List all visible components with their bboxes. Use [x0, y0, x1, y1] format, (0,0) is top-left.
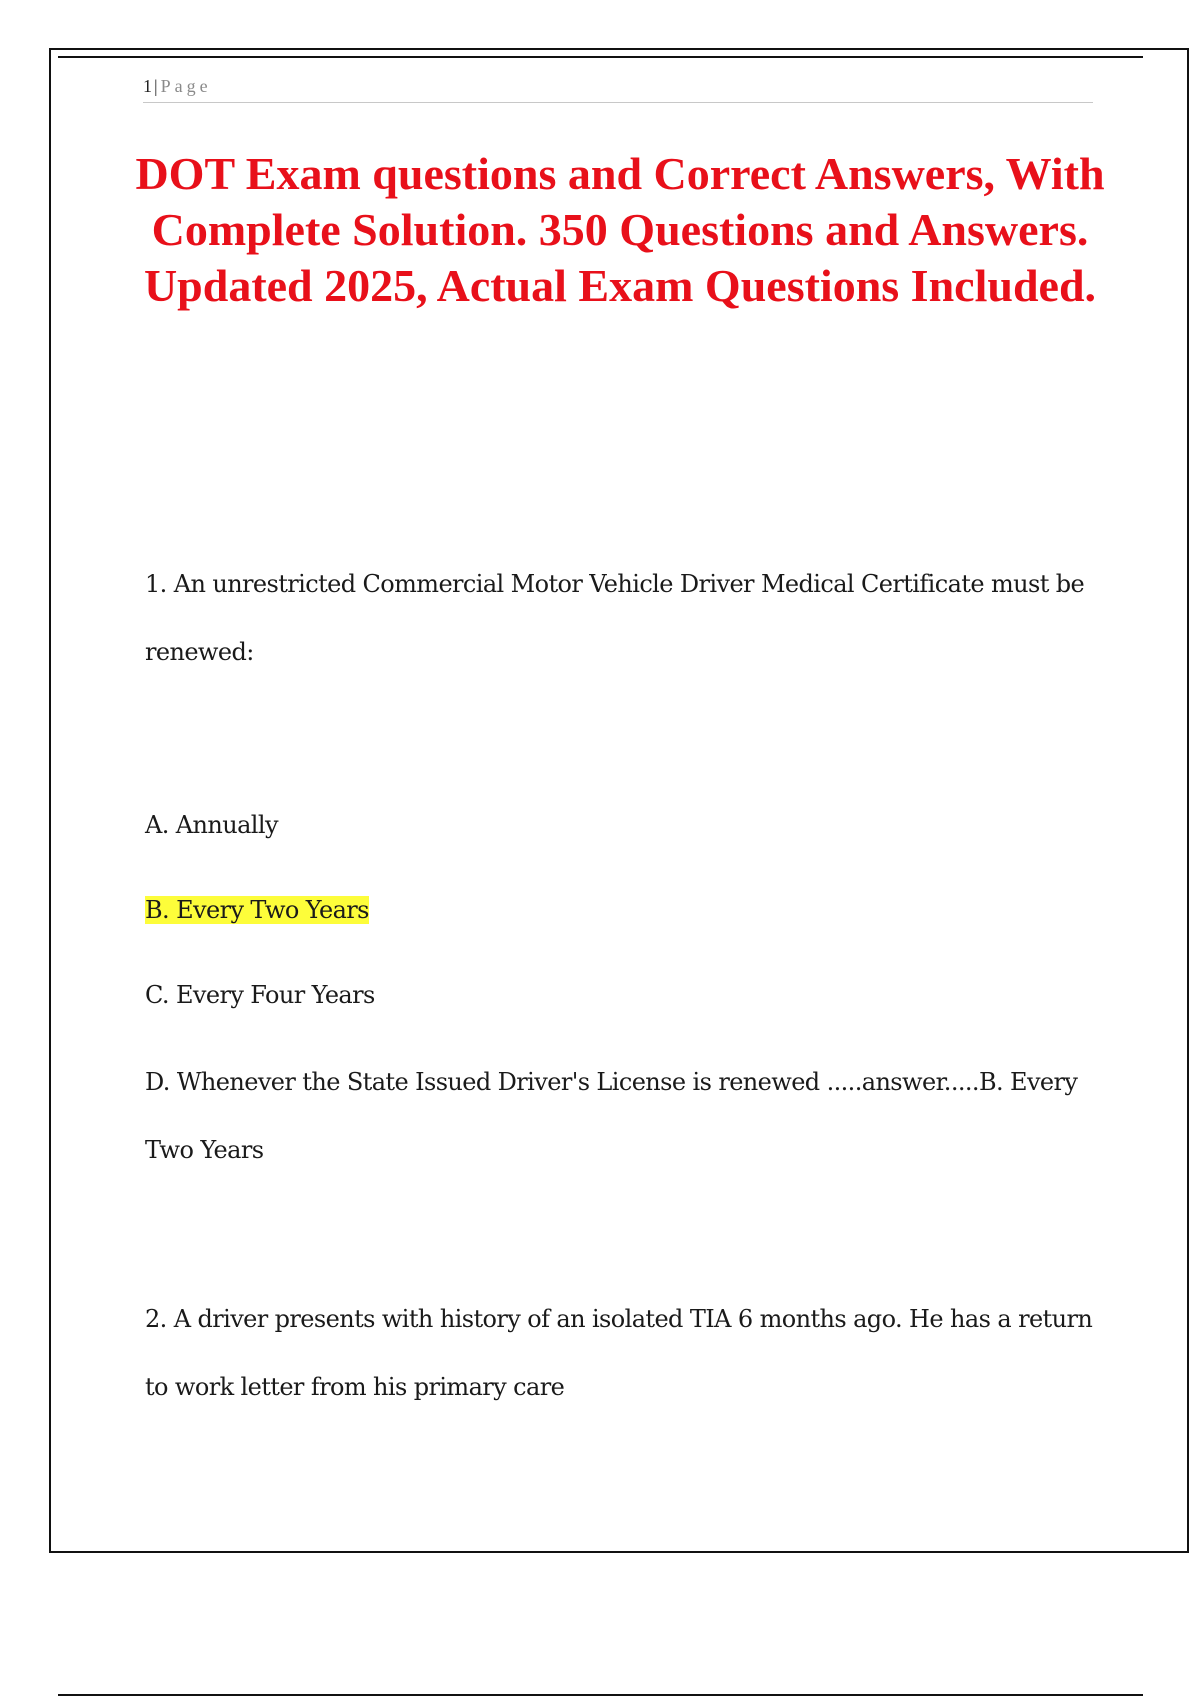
page-number: 1: [143, 76, 152, 96]
question-1-option-c: [145, 979, 1100, 1011]
option-c-label: C. Every Four Years: [145, 981, 375, 1009]
question-1-option-b: [145, 894, 1100, 926]
option-a-label: A. Annually: [145, 811, 278, 839]
question-2-text: 2. A driver presents with history of an isolated TIA 6 months ago. He has a return to work letter from his primary care: [145, 1305, 1093, 1401]
document-title: DOT Exam questions and Correct Answers, With Complete Solution. 350 Questions and Answers. Updated 2025, Actual Exam Questions Included.: [135, 148, 1105, 311]
page-separator: |: [154, 76, 158, 96]
page-header: [143, 74, 1093, 103]
option-b-highlighted-answer: B. Every Two Years: [145, 896, 369, 924]
bottom-rule: [58, 1694, 1143, 1696]
question-1-text: 1. An unrestricted Commercial Motor Vehicle Driver Medical Certificate must be renewed:: [145, 570, 1085, 666]
page-word: Page: [160, 76, 212, 96]
top-rule: [58, 56, 1143, 58]
question-1-option-a: [145, 809, 1100, 841]
question-1-option-d: [145, 1048, 1100, 1184]
option-d-label: D. Whenever the State Issued Driver's License is renewed .....answer.....B. Every Two Years: [145, 1068, 1078, 1164]
